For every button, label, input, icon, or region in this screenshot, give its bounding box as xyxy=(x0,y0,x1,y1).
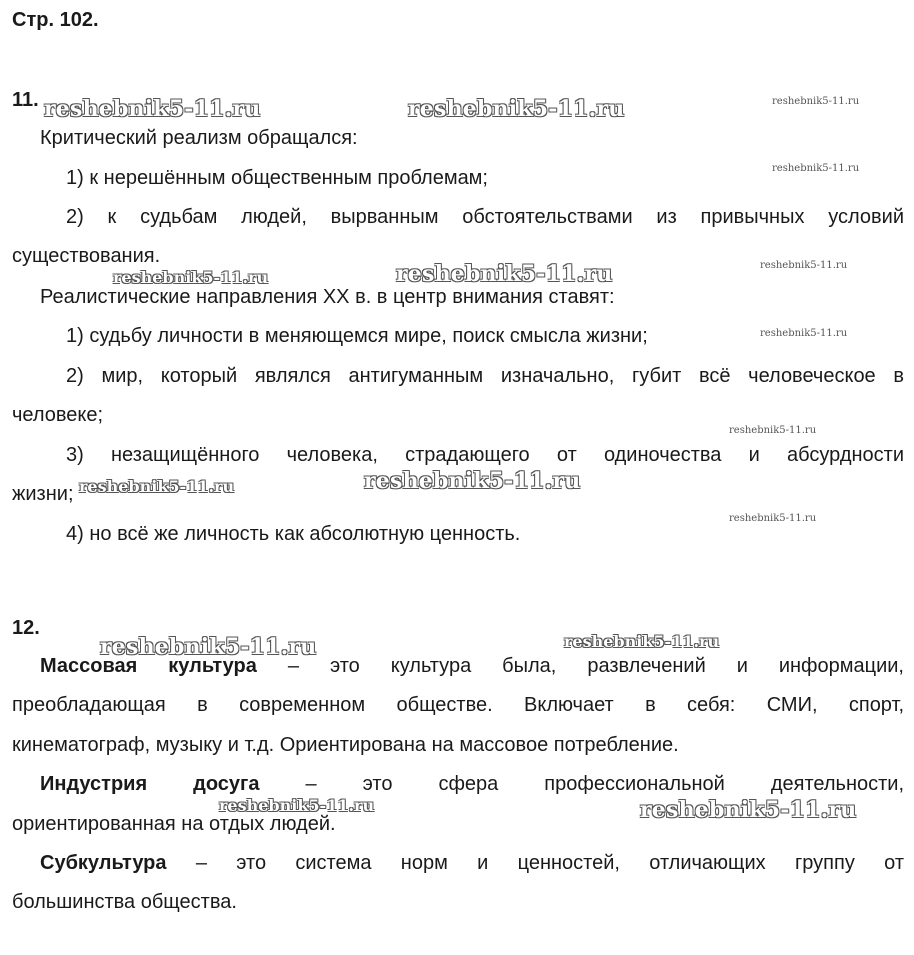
task-11-intro: Критический реализм обращался: xyxy=(40,127,358,149)
watermark: reshebnik5-11.ru xyxy=(729,513,817,524)
watermark: reshebnik5-11.ru xyxy=(44,96,261,122)
definition-term: Субкультура xyxy=(40,852,167,874)
task-11-item: 4) но всё же личность как абсолютную ценность. xyxy=(66,523,521,545)
task-11-item: 2) к судьбам людей, вырванным обстоятельствами из привычных условий xyxy=(66,206,904,228)
definition-line: большинства общества. xyxy=(12,891,237,913)
task-11-number: 11. xyxy=(12,89,39,111)
watermark: reshebnik5-11.ru xyxy=(640,797,857,823)
watermark: reshebnik5-11.ru xyxy=(772,163,860,174)
watermark: reshebnik5-11.ru xyxy=(100,634,317,660)
task-11-item: 2) мир, который являлся антигуманным изначально, губит всё человеческое в xyxy=(66,365,904,387)
definition-line: преобладающая в современном обществе. Включает в себя: СМИ, спорт, xyxy=(12,694,904,716)
watermark: reshebnik5-11.ru xyxy=(364,468,581,494)
task-11-item-cont: существования. xyxy=(12,245,161,267)
watermark: reshebnik5-11.ru xyxy=(760,260,848,271)
task-11-intro-2: Реалистические направления XX в. в центр внимания ставят: xyxy=(40,286,615,308)
task-11-item: 1) к нерешённым общественным проблемам; xyxy=(66,167,488,189)
definition-text: – это сфера профессиональной деятельности, xyxy=(259,773,905,795)
definition-term: Индустрия досуга xyxy=(40,773,260,795)
watermark: reshebnik5-11.ru xyxy=(79,477,235,496)
watermark: reshebnik5-11.ru xyxy=(408,96,625,122)
definition-line: кинематограф, музыку и т.д. Ориентирована на массовое потребление. xyxy=(12,734,679,756)
watermark: reshebnik5-11.ru xyxy=(772,96,860,107)
watermark: reshebnik5-11.ru xyxy=(396,261,613,287)
definition-text: – это культура была, развлечений и информации, xyxy=(256,655,904,677)
watermark: reshebnik5-11.ru xyxy=(219,796,375,815)
watermark: reshebnik5-11.ru xyxy=(564,632,720,651)
task-11-item: 3) незащищённого человека, страдающего от одиночества и абсурдности xyxy=(66,444,904,466)
definition-line xyxy=(40,772,904,796)
task-11-item-cont: жизни; xyxy=(12,483,74,505)
watermark: reshebnik5-11.ru xyxy=(760,328,848,339)
watermark: reshebnik5-11.ru xyxy=(113,268,269,287)
definition-term: Массовая культура xyxy=(40,655,257,677)
task-11-item: 1) судьбу личности в меняющемся мире, поиск смысла жизни; xyxy=(66,325,648,347)
definition-text: – это система норм и ценностей, отличающих группу от xyxy=(166,852,904,874)
page-label: Стр. 102. xyxy=(12,9,99,31)
definition-line xyxy=(40,851,904,875)
task-12-number: 12. xyxy=(12,617,40,639)
definition-line: ориентированная на отдых людей. xyxy=(12,813,336,835)
watermark: reshebnik5-11.ru xyxy=(729,425,817,436)
task-11-item-cont: человеке; xyxy=(12,404,104,426)
